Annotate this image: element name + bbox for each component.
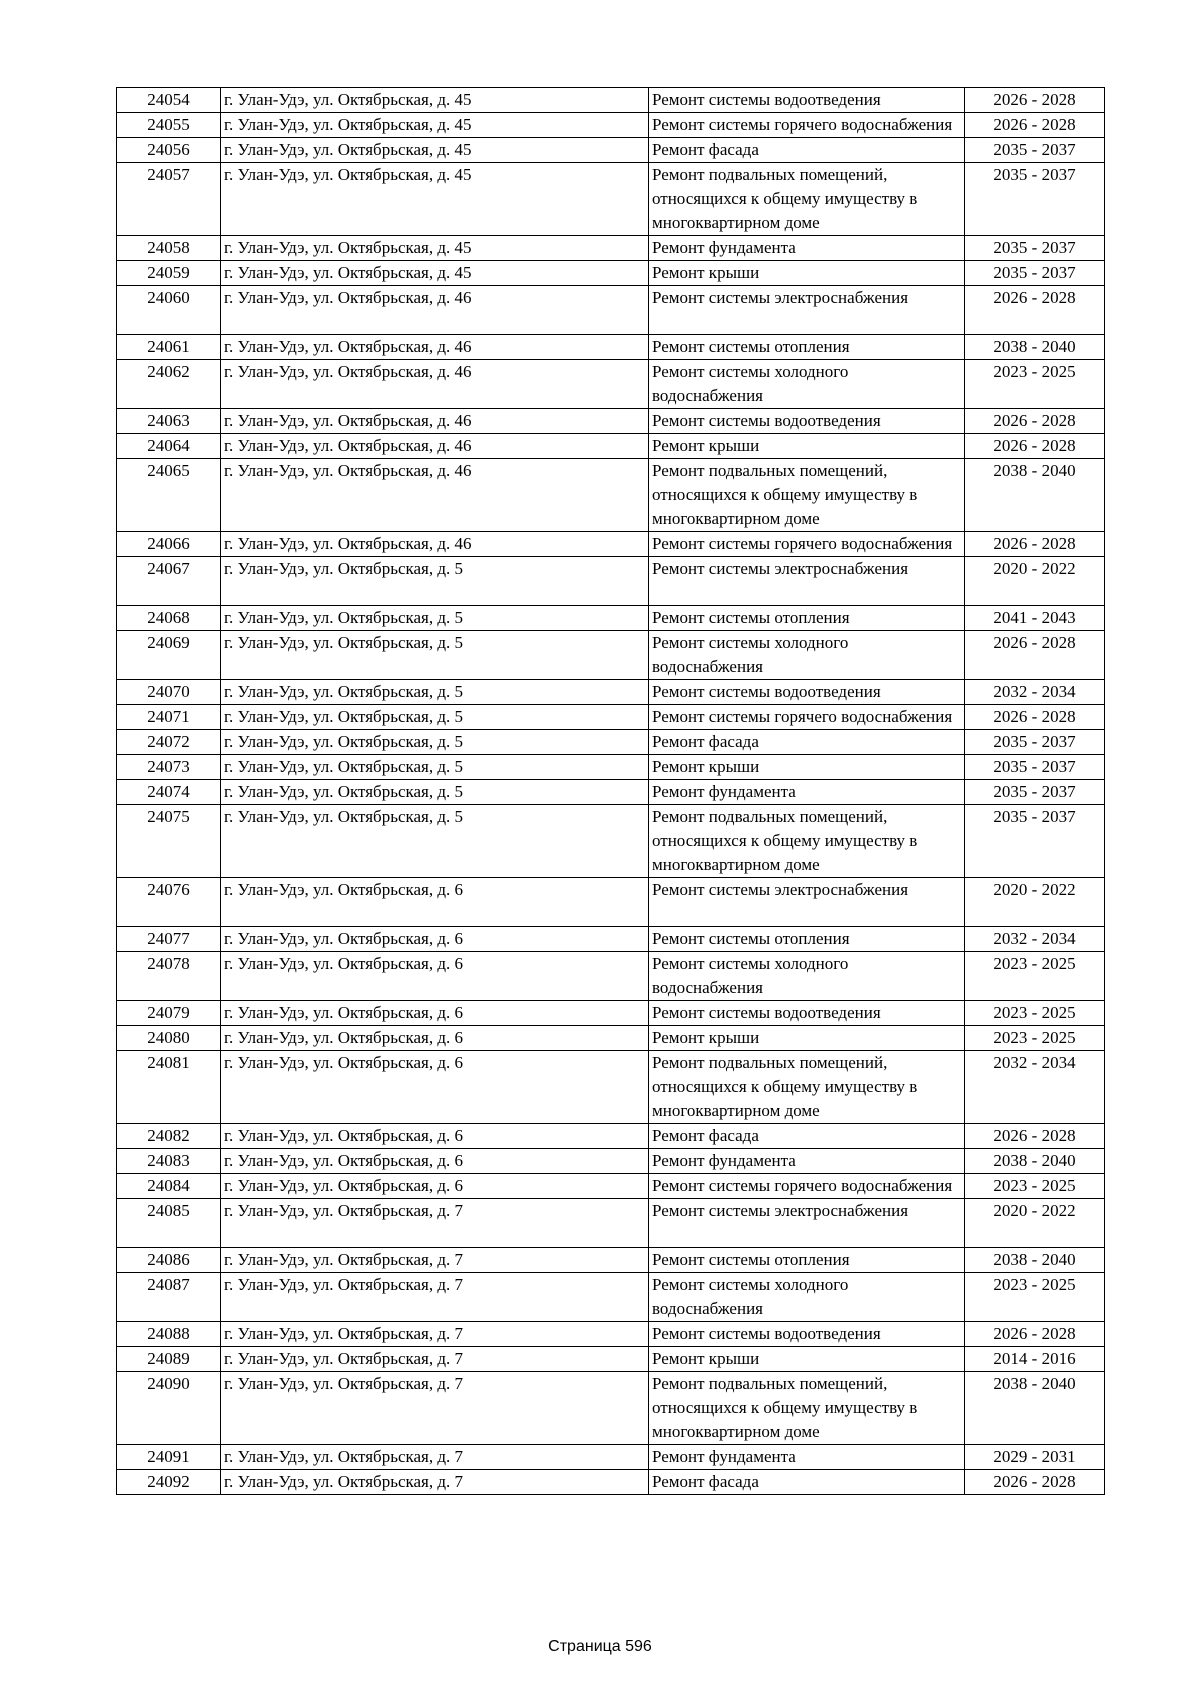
table-row: [117, 163, 1105, 236]
table-row: [117, 409, 1105, 434]
row-id-cell: 24086: [117, 1248, 221, 1273]
row-id-cell: 24070: [117, 680, 221, 705]
table-row: [117, 1248, 1105, 1273]
table-row: [117, 780, 1105, 805]
table-row: [117, 631, 1105, 680]
row-work-cell: Ремонт системы электроснабжения: [649, 878, 965, 927]
row-period-cell: 2032 - 2034: [965, 680, 1105, 705]
row-address-cell: г. Улан-Удэ, ул. Октябрьская, д. 46: [221, 434, 649, 459]
row-work-cell: Ремонт подвальных помещений, относящихся к общему имуществу в многоквартирном доме: [649, 459, 965, 532]
table-row: [117, 459, 1105, 532]
row-period-cell: 2038 - 2040: [965, 1372, 1105, 1445]
works-table: [116, 87, 1105, 1495]
row-id-cell: 24068: [117, 606, 221, 631]
table-row: [117, 236, 1105, 261]
row-work-cell: Ремонт системы горячего водоснабжения: [649, 1174, 965, 1199]
row-period-cell: 2026 - 2028: [965, 434, 1105, 459]
table-row: [117, 88, 1105, 113]
row-period-cell: 2035 - 2037: [965, 730, 1105, 755]
row-id-cell: 24066: [117, 532, 221, 557]
row-address-cell: г. Улан-Удэ, ул. Октябрьская, д. 45: [221, 88, 649, 113]
row-address-cell: г. Улан-Удэ, ул. Октябрьская, д. 46: [221, 459, 649, 532]
row-id-cell: 24089: [117, 1347, 221, 1372]
row-address-cell: г. Улан-Удэ, ул. Октябрьская, д. 6: [221, 1124, 649, 1149]
row-period-cell: 2026 - 2028: [965, 409, 1105, 434]
row-period-cell: 2026 - 2028: [965, 631, 1105, 680]
row-address-cell: г. Улан-Удэ, ул. Октябрьская, д. 6: [221, 1001, 649, 1026]
row-period-cell: 2023 - 2025: [965, 952, 1105, 1001]
row-period-cell: 2026 - 2028: [965, 88, 1105, 113]
row-address-cell: г. Улан-Удэ, ул. Октябрьская, д. 7: [221, 1445, 649, 1470]
row-id-cell: 24075: [117, 805, 221, 878]
row-id-cell: 24073: [117, 755, 221, 780]
table-row: [117, 1372, 1105, 1445]
row-work-cell: Ремонт фундамента: [649, 780, 965, 805]
row-work-cell: Ремонт фундамента: [649, 1149, 965, 1174]
row-work-cell: Ремонт системы холодного водоснабжения: [649, 952, 965, 1001]
row-address-cell: г. Улан-Удэ, ул. Октябрьская, д. 6: [221, 1051, 649, 1124]
row-period-cell: 2032 - 2034: [965, 1051, 1105, 1124]
row-work-cell: Ремонт крыши: [649, 261, 965, 286]
row-work-cell: Ремонт подвальных помещений, относящихся к общему имуществу в многоквартирном доме: [649, 1372, 965, 1445]
row-id-cell: 24081: [117, 1051, 221, 1124]
row-id-cell: 24088: [117, 1322, 221, 1347]
table-row: [117, 360, 1105, 409]
row-period-cell: 2026 - 2028: [965, 1124, 1105, 1149]
row-period-cell: 2035 - 2037: [965, 805, 1105, 878]
row-address-cell: г. Улан-Удэ, ул. Октябрьская, д. 7: [221, 1347, 649, 1372]
row-address-cell: г. Улан-Удэ, ул. Октябрьская, д. 5: [221, 631, 649, 680]
row-period-cell: 2035 - 2037: [965, 755, 1105, 780]
page-number: Страница 596: [548, 1638, 652, 1655]
row-address-cell: г. Улан-Удэ, ул. Октябрьская, д. 45: [221, 261, 649, 286]
row-work-cell: Ремонт системы водоотведения: [649, 409, 965, 434]
row-address-cell: г. Улан-Удэ, ул. Октябрьская, д. 6: [221, 927, 649, 952]
row-address-cell: г. Улан-Удэ, ул. Октябрьская, д. 6: [221, 878, 649, 927]
table-row: [117, 1051, 1105, 1124]
row-id-cell: 24085: [117, 1199, 221, 1248]
row-address-cell: г. Улан-Удэ, ул. Октябрьская, д. 5: [221, 755, 649, 780]
row-id-cell: 24079: [117, 1001, 221, 1026]
table-row: [117, 532, 1105, 557]
row-address-cell: г. Улан-Удэ, ул. Октябрьская, д. 46: [221, 532, 649, 557]
table-row: [117, 952, 1105, 1001]
row-work-cell: Ремонт фундамента: [649, 236, 965, 261]
row-id-cell: 24084: [117, 1174, 221, 1199]
row-period-cell: 2020 - 2022: [965, 1199, 1105, 1248]
row-work-cell: Ремонт подвальных помещений, относящихся к общему имуществу в многоквартирном доме: [649, 805, 965, 878]
row-work-cell: Ремонт системы холодного водоснабжения: [649, 631, 965, 680]
row-work-cell: Ремонт системы водоотведения: [649, 680, 965, 705]
row-address-cell: г. Улан-Удэ, ул. Октябрьская, д. 5: [221, 780, 649, 805]
row-work-cell: Ремонт крыши: [649, 1026, 965, 1051]
row-work-cell: Ремонт системы электроснабжения: [649, 1199, 965, 1248]
row-work-cell: Ремонт системы отопления: [649, 335, 965, 360]
row-id-cell: 24063: [117, 409, 221, 434]
row-id-cell: 24055: [117, 113, 221, 138]
row-id-cell: 24064: [117, 434, 221, 459]
row-address-cell: г. Улан-Удэ, ул. Октябрьская, д. 7: [221, 1372, 649, 1445]
row-id-cell: 24074: [117, 780, 221, 805]
row-work-cell: Ремонт системы отопления: [649, 606, 965, 631]
row-period-cell: 2026 - 2028: [965, 1470, 1105, 1495]
row-period-cell: 2020 - 2022: [965, 557, 1105, 606]
row-work-cell: Ремонт системы горячего водоснабжения: [649, 705, 965, 730]
row-period-cell: 2026 - 2028: [965, 705, 1105, 730]
row-address-cell: г. Улан-Удэ, ул. Октябрьская, д. 46: [221, 409, 649, 434]
row-period-cell: 2026 - 2028: [965, 532, 1105, 557]
row-period-cell: 2038 - 2040: [965, 335, 1105, 360]
table-row: [117, 335, 1105, 360]
row-address-cell: г. Улан-Удэ, ул. Октябрьская, д. 5: [221, 730, 649, 755]
row-address-cell: г. Улан-Удэ, ул. Октябрьская, д. 5: [221, 606, 649, 631]
row-id-cell: 24082: [117, 1124, 221, 1149]
table-row: [117, 557, 1105, 606]
works-table-body: [117, 88, 1105, 1495]
row-address-cell: г. Улан-Удэ, ул. Октябрьская, д. 5: [221, 557, 649, 606]
table-row: [117, 286, 1105, 335]
row-address-cell: г. Улан-Удэ, ул. Октябрьская, д. 46: [221, 335, 649, 360]
row-period-cell: 2032 - 2034: [965, 927, 1105, 952]
row-address-cell: г. Улан-Удэ, ул. Октябрьская, д. 45: [221, 138, 649, 163]
table-row: [117, 755, 1105, 780]
row-id-cell: 24056: [117, 138, 221, 163]
row-id-cell: 24057: [117, 163, 221, 236]
table-row: [117, 1174, 1105, 1199]
row-id-cell: 24060: [117, 286, 221, 335]
row-address-cell: г. Улан-Удэ, ул. Октябрьская, д. 7: [221, 1199, 649, 1248]
row-id-cell: 24072: [117, 730, 221, 755]
row-address-cell: г. Улан-Удэ, ул. Октябрьская, д. 7: [221, 1470, 649, 1495]
row-period-cell: 2023 - 2025: [965, 1174, 1105, 1199]
row-period-cell: 2035 - 2037: [965, 780, 1105, 805]
row-address-cell: г. Улан-Удэ, ул. Октябрьская, д. 6: [221, 1174, 649, 1199]
row-address-cell: г. Улан-Удэ, ул. Октябрьская, д. 46: [221, 360, 649, 409]
row-work-cell: Ремонт фундамента: [649, 1445, 965, 1470]
table-row: [117, 705, 1105, 730]
row-id-cell: 24090: [117, 1372, 221, 1445]
row-address-cell: г. Улан-Удэ, ул. Октябрьская, д. 6: [221, 952, 649, 1001]
table-row: [117, 138, 1105, 163]
row-id-cell: 24092: [117, 1470, 221, 1495]
table-row: [117, 1001, 1105, 1026]
row-period-cell: 2035 - 2037: [965, 163, 1105, 236]
row-period-cell: 2014 - 2016: [965, 1347, 1105, 1372]
table-row: [117, 1445, 1105, 1470]
table-row: [117, 680, 1105, 705]
row-work-cell: Ремонт системы водоотведения: [649, 88, 965, 113]
table-row: [117, 1026, 1105, 1051]
row-id-cell: 24069: [117, 631, 221, 680]
table-row: [117, 1470, 1105, 1495]
row-period-cell: 2023 - 2025: [965, 1273, 1105, 1322]
row-period-cell: 2026 - 2028: [965, 113, 1105, 138]
row-work-cell: Ремонт системы отопления: [649, 927, 965, 952]
row-period-cell: 2038 - 2040: [965, 459, 1105, 532]
row-work-cell: Ремонт системы холодного водоснабжения: [649, 360, 965, 409]
row-period-cell: 2035 - 2037: [965, 138, 1105, 163]
row-work-cell: Ремонт фасада: [649, 730, 965, 755]
row-address-cell: г. Улан-Удэ, ул. Октябрьская, д. 45: [221, 236, 649, 261]
row-address-cell: г. Улан-Удэ, ул. Октябрьская, д. 7: [221, 1322, 649, 1347]
row-id-cell: 24058: [117, 236, 221, 261]
row-id-cell: 24076: [117, 878, 221, 927]
row-period-cell: 2023 - 2025: [965, 1001, 1105, 1026]
row-work-cell: Ремонт системы горячего водоснабжения: [649, 532, 965, 557]
row-address-cell: г. Улан-Удэ, ул. Октябрьская, д. 45: [221, 163, 649, 236]
table-row: [117, 434, 1105, 459]
row-period-cell: 2041 - 2043: [965, 606, 1105, 631]
row-id-cell: 24077: [117, 927, 221, 952]
row-period-cell: 2038 - 2040: [965, 1248, 1105, 1273]
row-period-cell: 2029 - 2031: [965, 1445, 1105, 1470]
row-work-cell: Ремонт системы холодного водоснабжения: [649, 1273, 965, 1322]
row-work-cell: Ремонт крыши: [649, 755, 965, 780]
row-work-cell: Ремонт системы электроснабжения: [649, 557, 965, 606]
row-work-cell: Ремонт фасада: [649, 138, 965, 163]
table-row: [117, 1273, 1105, 1322]
row-id-cell: 24067: [117, 557, 221, 606]
table-row: [117, 805, 1105, 878]
row-work-cell: Ремонт крыши: [649, 434, 965, 459]
table-row: [117, 927, 1105, 952]
row-id-cell: 24078: [117, 952, 221, 1001]
row-address-cell: г. Улан-Удэ, ул. Октябрьская, д. 6: [221, 1149, 649, 1174]
row-address-cell: г. Улан-Удэ, ул. Октябрьская, д. 46: [221, 286, 649, 335]
table-row: [117, 1124, 1105, 1149]
row-address-cell: г. Улан-Удэ, ул. Октябрьская, д. 6: [221, 1026, 649, 1051]
row-work-cell: Ремонт подвальных помещений, относящихся к общему имуществу в многоквартирном доме: [649, 163, 965, 236]
row-id-cell: 24083: [117, 1149, 221, 1174]
row-address-cell: г. Улан-Удэ, ул. Октябрьская, д. 7: [221, 1248, 649, 1273]
table-row: [117, 261, 1105, 286]
row-period-cell: 2038 - 2040: [965, 1149, 1105, 1174]
row-id-cell: 24059: [117, 261, 221, 286]
row-work-cell: Ремонт системы горячего водоснабжения: [649, 113, 965, 138]
table-row: [117, 606, 1105, 631]
row-id-cell: 24091: [117, 1445, 221, 1470]
row-work-cell: Ремонт крыши: [649, 1347, 965, 1372]
row-address-cell: г. Улан-Удэ, ул. Октябрьская, д. 5: [221, 805, 649, 878]
row-period-cell: 2023 - 2025: [965, 1026, 1105, 1051]
table-row: [117, 1149, 1105, 1174]
row-id-cell: 24054: [117, 88, 221, 113]
row-work-cell: Ремонт системы электроснабжения: [649, 286, 965, 335]
table-row: [117, 113, 1105, 138]
row-period-cell: 2023 - 2025: [965, 360, 1105, 409]
row-work-cell: Ремонт системы отопления: [649, 1248, 965, 1273]
table-row: [117, 1199, 1105, 1248]
row-id-cell: 24080: [117, 1026, 221, 1051]
table-row: [117, 1322, 1105, 1347]
row-work-cell: Ремонт фасада: [649, 1124, 965, 1149]
table-row: [117, 730, 1105, 755]
table-row: [117, 1347, 1105, 1372]
row-id-cell: 24061: [117, 335, 221, 360]
row-period-cell: 2026 - 2028: [965, 1322, 1105, 1347]
row-id-cell: 24065: [117, 459, 221, 532]
row-id-cell: 24062: [117, 360, 221, 409]
row-address-cell: г. Улан-Удэ, ул. Октябрьская, д. 7: [221, 1273, 649, 1322]
row-period-cell: 2035 - 2037: [965, 261, 1105, 286]
row-period-cell: 2026 - 2028: [965, 286, 1105, 335]
row-id-cell: 24087: [117, 1273, 221, 1322]
row-work-cell: Ремонт системы водоотведения: [649, 1001, 965, 1026]
row-id-cell: 24071: [117, 705, 221, 730]
row-period-cell: 2020 - 2022: [965, 878, 1105, 927]
row-address-cell: г. Улан-Удэ, ул. Октябрьская, д. 5: [221, 680, 649, 705]
table-row: [117, 878, 1105, 927]
row-address-cell: г. Улан-Удэ, ул. Октябрьская, д. 5: [221, 705, 649, 730]
row-work-cell: Ремонт фасада: [649, 1470, 965, 1495]
row-work-cell: Ремонт подвальных помещений, относящихся к общему имуществу в многоквартирном доме: [649, 1051, 965, 1124]
row-work-cell: Ремонт системы водоотведения: [649, 1322, 965, 1347]
row-address-cell: г. Улан-Удэ, ул. Октябрьская, д. 45: [221, 113, 649, 138]
row-period-cell: 2035 - 2037: [965, 236, 1105, 261]
